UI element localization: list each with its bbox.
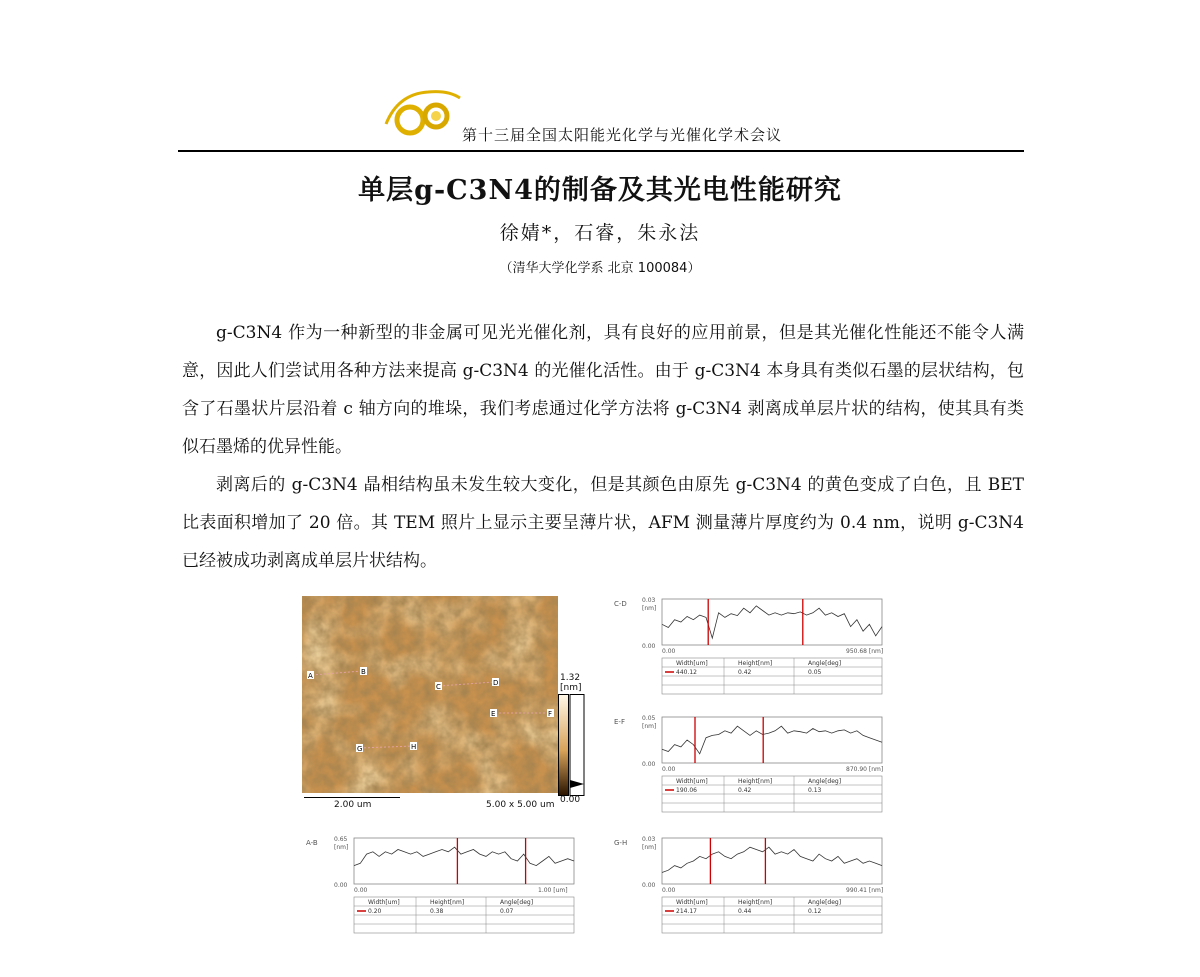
marker-label: H [411, 743, 417, 751]
plot-frame [662, 838, 882, 884]
table-header: Angle[deg] [808, 778, 842, 785]
table-header: Width[um] [676, 660, 708, 667]
plot-frame [662, 599, 882, 645]
table-cell: 0.13 [808, 787, 822, 794]
y-max-label: 0.03 [642, 597, 656, 604]
marker-label: E [491, 710, 496, 718]
table-cell: 0.44 [738, 908, 752, 915]
paper-authors: 徐婧*，石睿，朱永法 [499, 222, 701, 244]
paragraph: g-C3N4 作为一种新型的非金属可见光光催化剂，具有良好的应用前景，但是其光催化性能还不能令人满意，因此人们尝试用各种方法来提高 g-C3N4 的光催化活性。由于 g-C3N4 本身具有类似石墨的层状结构，包含了石墨状片层沿着 c 轴方向的堆垛，我们考虑通过化学方法将 g-C3N4 剥离成单层片状的结构，使其具有类似石墨烯的优异性能。 [182, 323, 1024, 457]
y-min-label: 0.00 [334, 882, 348, 889]
marker-label: F [548, 710, 553, 718]
scale-bar [304, 797, 400, 798]
conference-logo [378, 84, 464, 142]
table-cell: 214.17 [676, 908, 697, 915]
y-unit-label: [nm] [334, 844, 349, 851]
x-min-label: 0.00 [662, 648, 676, 655]
table-cell: 440.12 [676, 669, 697, 676]
scale-bar-label: 2.00 um [334, 800, 372, 810]
table-cell: 0.38 [430, 908, 444, 915]
y-unit-label: [nm] [642, 605, 657, 612]
table-cell: 0.42 [738, 669, 752, 676]
paper-title: 单层g-C3N4的制备及其光电性能研究 [358, 175, 842, 206]
y-min-label: 0.00 [642, 882, 656, 889]
profile-id: G-H [614, 839, 628, 847]
height-profile-a-b [304, 833, 604, 977]
table-header: Height[nm] [738, 899, 773, 906]
table-header: Angle[deg] [500, 899, 534, 906]
marker-label: C [436, 683, 441, 691]
height-profile-g-h [612, 833, 912, 977]
y-max-label: 0.65 [334, 836, 348, 843]
table-header: Height[nm] [738, 660, 773, 667]
marker-label: G [357, 745, 363, 753]
table-cell: 0.12 [808, 908, 822, 915]
marker-label: A [308, 672, 313, 680]
colorbar-max: 1.32 [nm] [560, 673, 582, 693]
conference-name: 第十三届全国太阳能光化学与光催化学术会议 [462, 126, 783, 144]
table-cell: 0.20 [368, 908, 382, 915]
x-min-label: 0.00 [662, 887, 676, 894]
table-header: Height[nm] [430, 899, 465, 906]
colorbar-min: 0.00 [560, 795, 581, 805]
paper-body [182, 314, 1024, 580]
y-unit-label: [nm] [642, 844, 657, 851]
table-header: Angle[deg] [808, 899, 842, 906]
afm-image [302, 596, 558, 793]
table-cell: 0.05 [808, 669, 822, 676]
table-cell: 190.06 [676, 787, 697, 794]
plot-frame [354, 838, 574, 884]
table-header: Height[nm] [738, 778, 773, 785]
x-max-label: 990.41 [nm] [846, 887, 884, 894]
y-max-label: 0.05 [642, 715, 656, 722]
profile-id: C-D [614, 600, 627, 608]
table-cell: 0.42 [738, 787, 752, 794]
table-header: Width[um] [676, 778, 708, 785]
y-unit-label: [nm] [642, 723, 657, 730]
x-max-label: 950.68 [nm] [846, 648, 884, 655]
marker-label: B [361, 668, 366, 676]
x-min-label: 0.00 [354, 887, 368, 894]
profile-id: E-F [614, 718, 625, 726]
x-max-label: 1.00 [um] [538, 887, 568, 894]
colorbar [558, 694, 590, 796]
paragraph: 剥离后的 g-C3N4 晶相结构虽未发生较大变化，但是其颜色由原先 g-C3N4 的黄色变成了白色，且 BET 比表面积增加了 20 倍。其 TEM 照片上显示主要呈薄片状，AFM 测量薄片厚度约为 0.4 nm，说明 g-C3N4 已经被成功剥离成单层片状结构。 [182, 475, 1024, 571]
table-cell: 0.07 [500, 908, 514, 915]
marker-label: D [493, 679, 499, 687]
table-header: Width[um] [676, 899, 708, 906]
y-max-label: 0.03 [642, 836, 656, 843]
paper-affiliation: （清华大学化学系 北京 100084） [499, 261, 701, 276]
y-min-label: 0.00 [642, 761, 656, 768]
header-rule [178, 150, 1024, 152]
scan-size-label: 5.00 x 5.00 um [486, 800, 555, 810]
x-max-label: 870.90 [nm] [846, 766, 884, 773]
x-min-label: 0.00 [662, 766, 676, 773]
table-header: Width[um] [368, 899, 400, 906]
table-header: Angle[deg] [808, 660, 842, 667]
profile-id: A-B [306, 839, 318, 847]
y-min-label: 0.00 [642, 643, 656, 650]
